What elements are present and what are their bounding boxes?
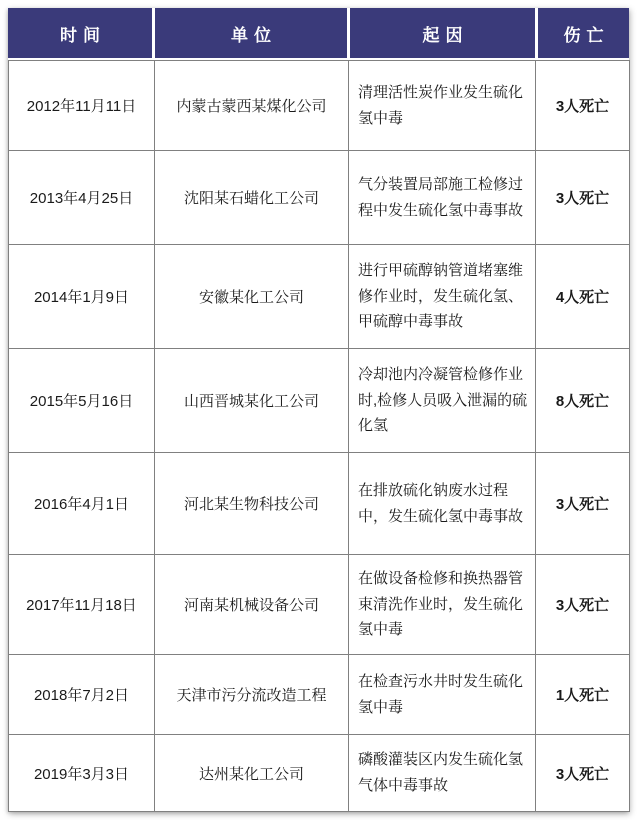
incident-casualty: 3人死亡	[536, 453, 630, 555]
incident-table	[8, 8, 629, 812]
column-header-date: 时间	[8, 8, 152, 58]
table-row	[9, 655, 630, 735]
incident-cause: 在做设备检修和换热器管束清洗作业时，发生硫化氢中毒	[349, 555, 536, 655]
incident-unit: 河南某机械设备公司	[155, 555, 349, 655]
incident-cause: 在排放硫化钠废水过程中，发生硫化氢中毒事故	[349, 453, 536, 555]
incident-unit: 达州某化工公司	[155, 735, 349, 812]
incident-date: 2017年11月18日	[9, 555, 155, 655]
incident-casualty: 4人死亡	[536, 245, 630, 349]
incident-casualty: 8人死亡	[536, 349, 630, 453]
table-row	[9, 453, 630, 555]
incident-cause: 在检查污水井时发生硫化氢中毒	[349, 655, 536, 735]
table-row	[9, 735, 630, 812]
incident-date: 2015年5月16日	[9, 349, 155, 453]
table-header-row	[8, 8, 629, 58]
incident-date: 2012年11月11日	[9, 61, 155, 151]
incident-date: 2013年4月25日	[9, 151, 155, 245]
incident-date: 2018年7月2日	[9, 655, 155, 735]
table-row	[9, 245, 630, 349]
incident-cause: 磷酸灌装区内发生硫化氢气体中毒事故	[349, 735, 536, 812]
incident-unit: 内蒙古蒙西某煤化公司	[155, 61, 349, 151]
incident-unit: 沈阳某石蜡化工公司	[155, 151, 349, 245]
incident-table-body	[8, 60, 630, 812]
column-header-unit: 单位	[155, 8, 347, 58]
incident-casualty: 3人死亡	[536, 61, 630, 151]
incident-cause: 气分装置局部施工检修过程中发生硫化氢中毒事故	[349, 151, 536, 245]
incident-casualty: 3人死亡	[536, 735, 630, 812]
incident-cause: 清理活性炭作业发生硫化氢中毒	[349, 61, 536, 151]
column-header-casualty: 伤亡	[538, 8, 629, 58]
table-row	[9, 151, 630, 245]
incident-unit: 安徽某化工公司	[155, 245, 349, 349]
table-row	[9, 61, 630, 151]
table-row	[9, 555, 630, 655]
incident-date: 2014年1月9日	[9, 245, 155, 349]
incident-unit: 河北某生物科技公司	[155, 453, 349, 555]
incident-unit: 天津市污分流改造工程	[155, 655, 349, 735]
incident-unit: 山西晋城某化工公司	[155, 349, 349, 453]
incident-cause: 冷却池内冷凝管检修作业时,检修人员吸入泄漏的硫化氢	[349, 349, 536, 453]
incident-casualty: 3人死亡	[536, 151, 630, 245]
incident-casualty: 3人死亡	[536, 555, 630, 655]
incident-date: 2016年4月1日	[9, 453, 155, 555]
incident-date: 2019年3月3日	[9, 735, 155, 812]
incident-casualty: 1人死亡	[536, 655, 630, 735]
incident-cause: 进行甲硫醇钠管道堵塞维修作业时，发生硫化氢、甲硫醇中毒事故	[349, 245, 536, 349]
column-header-cause: 起因	[350, 8, 535, 58]
table-row	[9, 349, 630, 453]
